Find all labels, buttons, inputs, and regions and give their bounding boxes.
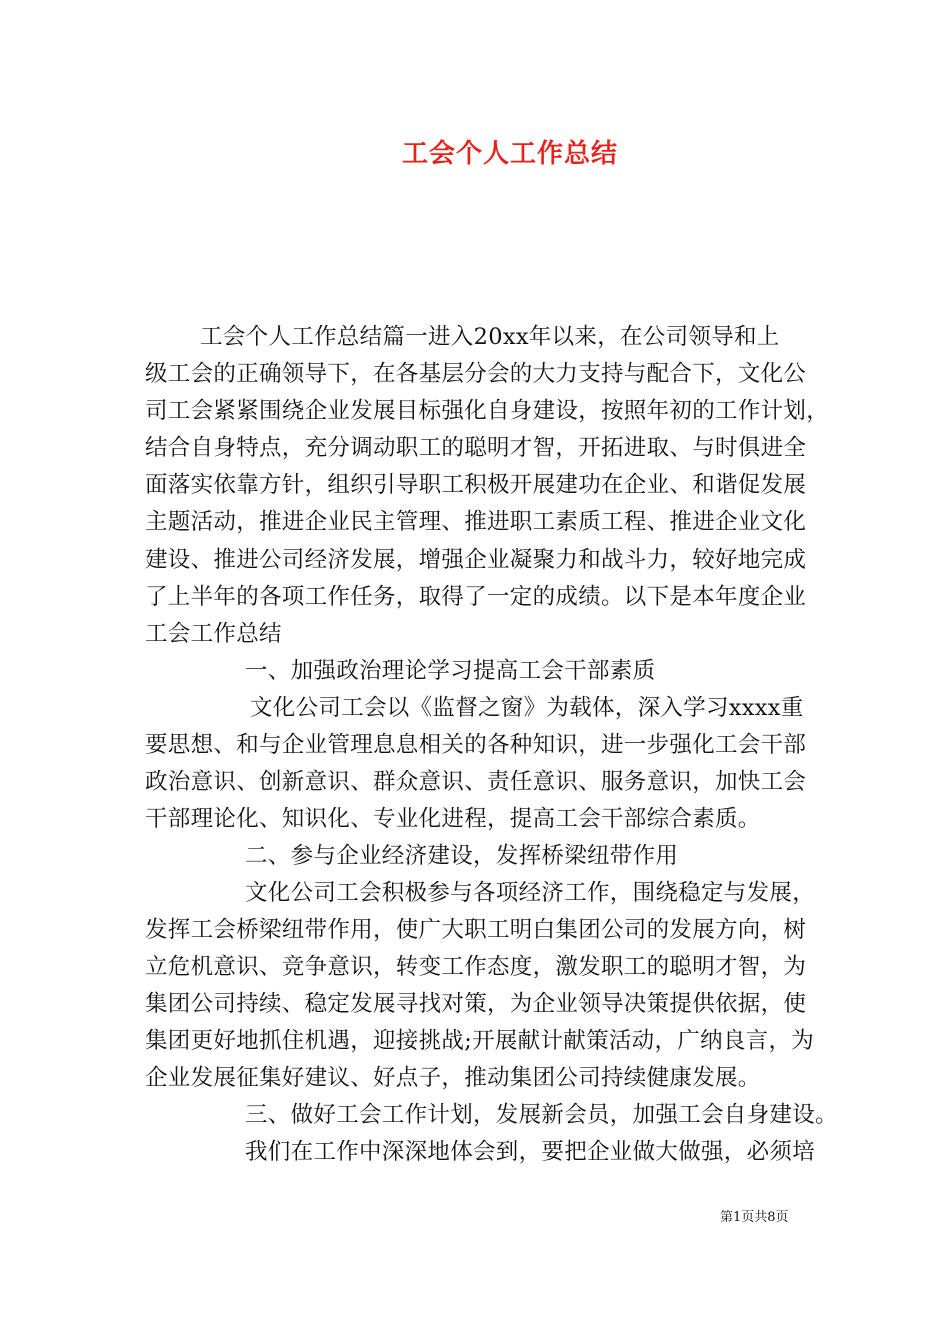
paragraph-line: 面落实依靠方针，组织引导职工积极开展建功在企业、和谐促发展 xyxy=(145,472,807,498)
paragraph-line: 文化公司工会积极参与各项经济工作，围绕稳定与发展， xyxy=(245,880,816,906)
paragraph-line: 干部理论化、知识化、专业化进程，提高工会干部综合素质。 xyxy=(145,806,761,832)
paragraph-line: 结合自身特点，充分调动职工的聪明才智，开拓进取、与时俱进全 xyxy=(145,435,807,461)
section-heading: 一、加强政治理论学习提高工会干部素质 xyxy=(245,658,656,684)
paragraph-line: 要思想、和与企业管理息息相关的各种知识，进一步强化工会干部 xyxy=(145,732,807,758)
paragraph-line: 企业发展征集好建议、好点子，推动集团公司持续健康发展。 xyxy=(145,1065,761,1091)
document-title: 工会个人工作总结 xyxy=(401,139,618,169)
paragraph-line: 司工会紧紧围绕企业发展目标强化自身建设，按照年初的工作计划， xyxy=(145,398,830,424)
paragraph-line: 政治意识、创新意识、群众意识、责任意识、服务意识，加快工会 xyxy=(145,769,807,795)
paragraph-line: 建设、推进公司经济发展，增强企业凝聚力和战斗力，较好地完成 xyxy=(145,547,807,573)
paragraph-line: 集团公司持续、稳定发展寻找对策，为企业领导决策提供依据，使 xyxy=(145,991,807,1017)
paragraph-line: 工会个人工作总结篇一进入20xx年以来，在公司领导和上 xyxy=(200,324,780,350)
section-heading: 二、参与企业经济建设，发挥桥梁纽带作用 xyxy=(245,843,679,869)
paragraph-line: 级工会的正确领导下，在各基层分会的大力支持与配合下，文化公 xyxy=(145,361,807,387)
paragraph-line: 工会工作总结 xyxy=(145,621,282,647)
section-heading: 三、做好工会工作计划，发展新会员，加强工会自身建设。 xyxy=(245,1102,838,1128)
paragraph-line: 集团更好地抓住机遇，迎接挑战;开展献计献策活动，广纳良言，为 xyxy=(145,1028,815,1054)
paragraph-line: 主题活动，推进企业民主管理、推进职工素质工程、推进企业文化 xyxy=(145,509,807,535)
page-number: 第1页共8页 xyxy=(720,1210,789,1225)
paragraph-line: 立危机意识、竞争意识，转变工作态度，激发职工的聪明才智，为 xyxy=(145,954,807,980)
paragraph-line: 文化公司工会以《监督之窗》为载体，深入学习xxxx重 xyxy=(250,695,804,721)
paragraph-line: 了上半年的各项工作任务，取得了一定的成绩。以下是本年度企业 xyxy=(145,584,807,610)
paragraph-line: 发挥工会桥梁纽带作用，使广大职工明白集团公司的发展方向，树 xyxy=(145,917,807,943)
paragraph-line: 我们在工作中深深地体会到，要把企业做大做强，必须培 xyxy=(245,1139,816,1165)
